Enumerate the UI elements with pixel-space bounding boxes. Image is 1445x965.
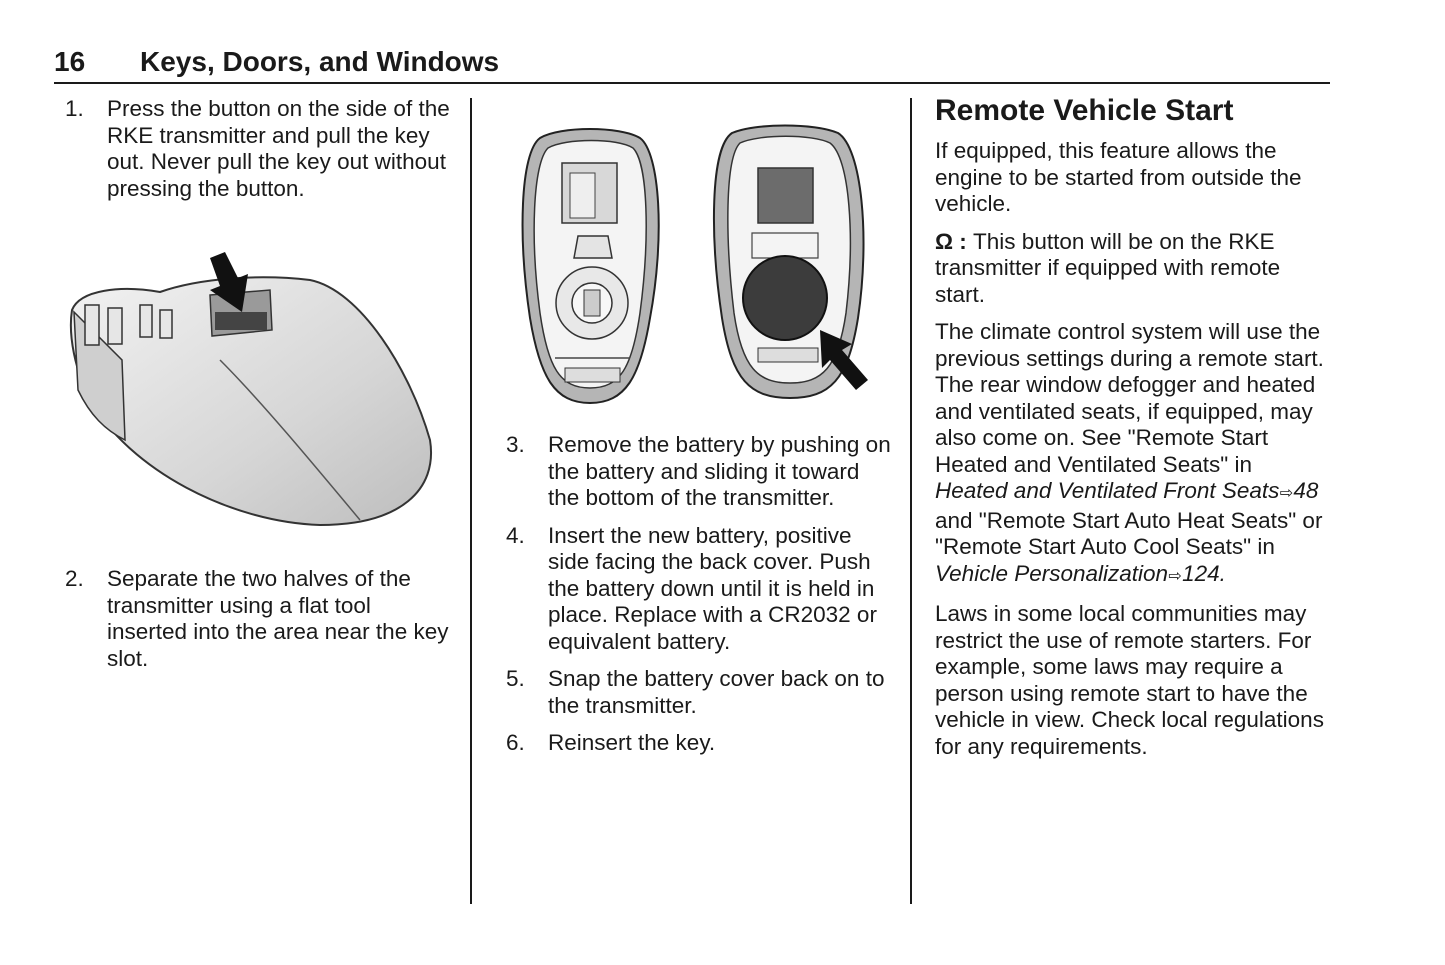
step-4 (506, 523, 896, 656)
intro-paragraph: If equipped, this feature allows the engine to be started from outside the vehicle. (935, 138, 1302, 216)
ref-heated-seats-page[interactable]: 48 (1293, 478, 1319, 503)
laws-paragraph: Laws in some local communities may restrict the use of remote starters. For example, some laws may require a person using remote start to have the vehicle in view. Check local regulations for any requirements. (935, 601, 1324, 759)
step-2 (65, 566, 455, 672)
column-divider-2 (910, 98, 912, 904)
step-number: 4. (506, 522, 525, 548)
step-number: 5. (506, 666, 525, 691)
climate-end: . (1219, 560, 1226, 586)
page-header (54, 46, 1330, 84)
icon-separator: : (953, 228, 974, 254)
page-number: 16 (54, 46, 86, 77)
step-3 (506, 432, 896, 512)
remote-button-paragraph (935, 229, 1325, 309)
key-fob-illustration (60, 250, 440, 535)
climate-paragraph (935, 319, 1325, 590)
column-divider-1 (470, 98, 472, 904)
step-number: 3. (506, 432, 525, 457)
step-number: 1. (65, 96, 84, 121)
column-3 (935, 94, 1325, 771)
step-text: Reinsert the key. (548, 730, 716, 755)
coin-battery (743, 256, 827, 340)
step-text: Remove the battery by pushing on the battery and sliding it toward the bottom of the transmitter. (548, 432, 891, 510)
column-1 (65, 96, 455, 213)
step-text: Snap the battery cover back on to the transmitter. (548, 666, 885, 718)
page-ref-arrow-icon: ⇨ (1168, 567, 1182, 585)
transmitter-halves-illustration (500, 118, 880, 408)
remote-button-desc: This button will be on the RKE transmitter if equipped with remote start. (935, 228, 1281, 307)
ref-heated-seats-title[interactable]: Heated and Ventilated Front Seats (935, 478, 1280, 503)
step-text: Insert the new battery, positive side facing the back cover. Push the battery down until it is held in place. Replace with a CR2032 or equivalent battery. (548, 522, 877, 654)
chapter-title: Keys, Doors, and Windows (140, 46, 500, 77)
section-title: Remote Vehicle Start (935, 94, 1234, 127)
step-number: 6. (506, 730, 525, 755)
step-1 (65, 96, 455, 202)
climate-text-1: The climate control system will use the previous settings during a remote start. The rear window defogger and heated and ventilated seats, if equipped, may also come on. See "Remote Start Heated and Ventilated Seats" in (935, 319, 1324, 477)
step-6 (506, 730, 896, 757)
step-text: Press the button on the side of the RKE transmitter and pull the key out. Never pull the key out without pressing the button. (107, 96, 450, 201)
climate-text-2: and "Remote Start Auto Heat Seats" or "Remote Start Auto Cool Seats" in (935, 507, 1323, 559)
page-ref-arrow-icon: ⇨ (1279, 485, 1294, 502)
ref-vehicle-personalization-title[interactable]: Vehicle Personalization (935, 560, 1169, 586)
remote-start-icon: Ω (935, 228, 954, 254)
step-text: Separate the two halves of the transmitter using a flat tool inserted into the area near the key slot. (107, 566, 449, 671)
transmitter-front-half (523, 129, 659, 403)
step-number: 2. (65, 566, 84, 591)
step-5 (506, 666, 896, 719)
column-2 (506, 432, 896, 768)
column-1-lower (65, 566, 455, 683)
ref-vehicle-personalization-page[interactable]: 124 (1182, 560, 1220, 586)
